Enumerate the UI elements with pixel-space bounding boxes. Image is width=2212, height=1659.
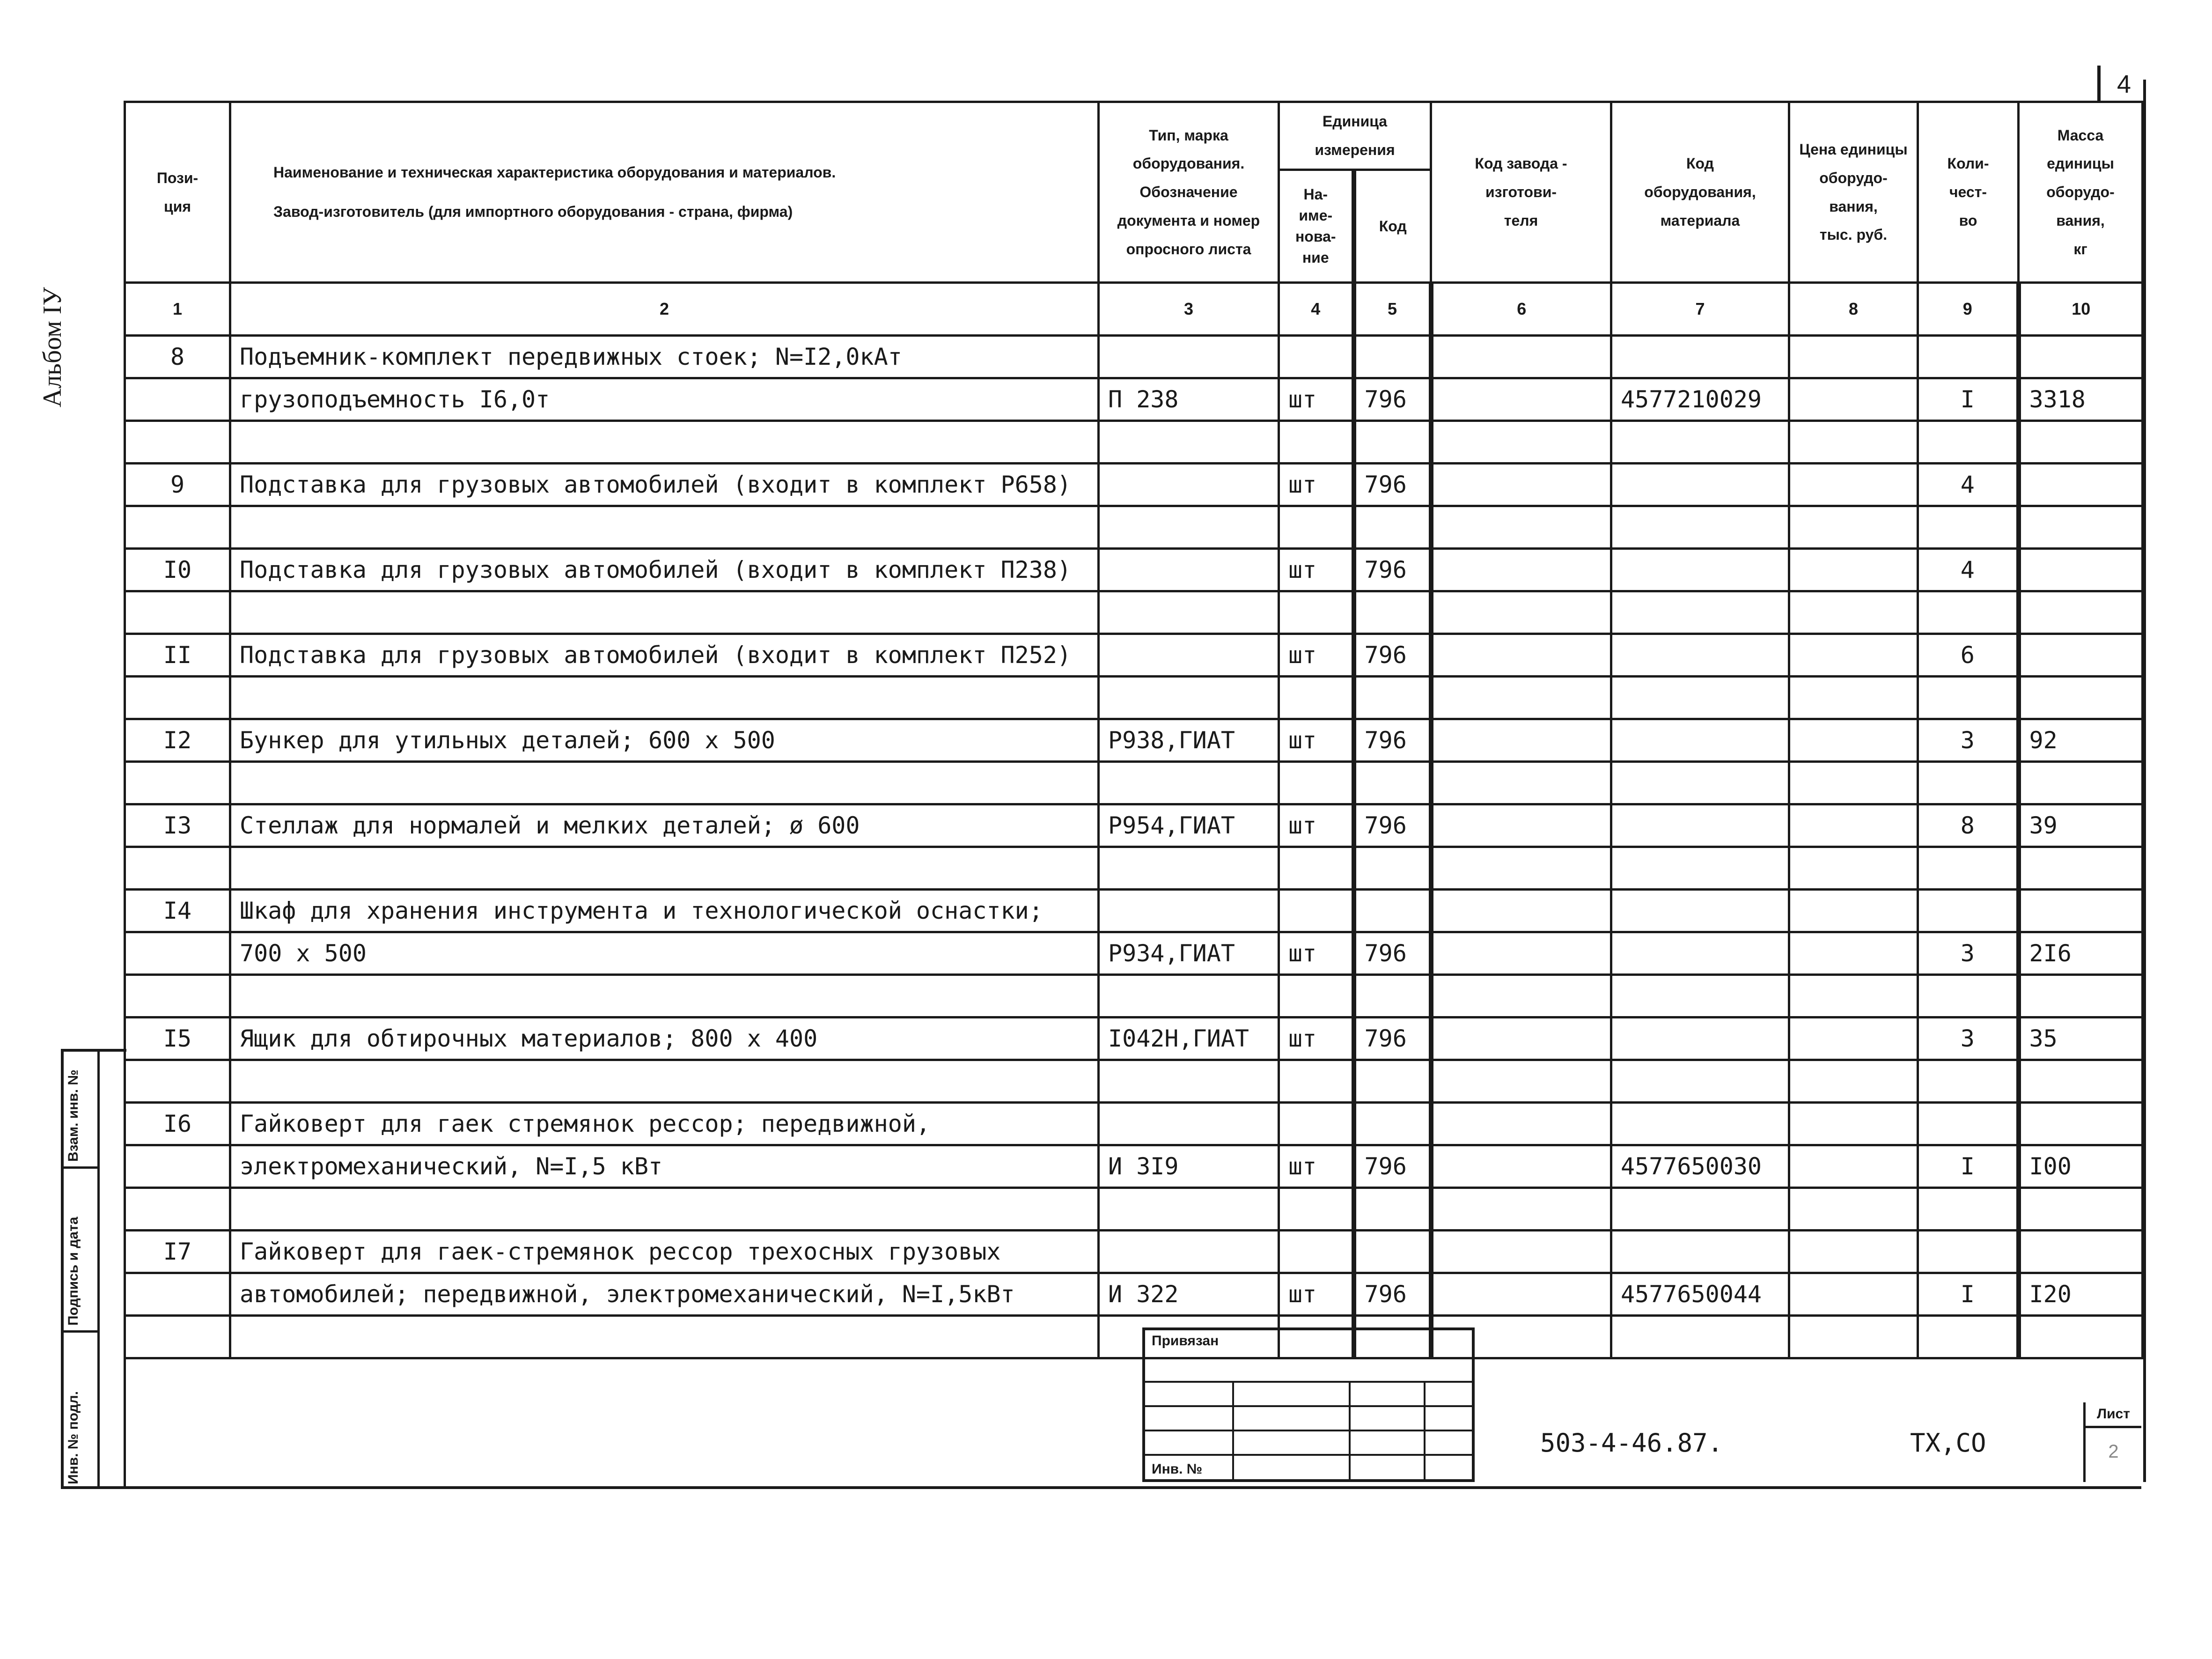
cell-name: электромеханический, N=I,5 кВт	[230, 1145, 1099, 1188]
cell-qty	[1918, 1060, 2019, 1103]
cell-equip	[1611, 1103, 1789, 1145]
cell-price	[1789, 1273, 1918, 1316]
cell-qty	[1918, 506, 2019, 549]
cell-qty: 6	[1918, 634, 2019, 677]
cell-unit	[1279, 506, 1354, 549]
cell-mass	[2019, 847, 2143, 890]
table-row	[125, 1145, 2143, 1188]
cell-factory	[1431, 719, 1611, 762]
header-equipment-code: Код оборудования, материала	[1611, 102, 1789, 283]
table-row	[125, 506, 2143, 549]
cell-unit	[1279, 677, 1354, 719]
cell-unit: шт	[1279, 464, 1354, 506]
side-stamp-label: Взам. инв. №	[66, 1069, 81, 1162]
table-row	[125, 378, 2143, 421]
cell-code	[1354, 506, 1431, 549]
cell-price	[1789, 378, 1918, 421]
cell-equip	[1611, 549, 1789, 591]
cell-qty	[1918, 890, 2019, 932]
cell-unit: шт	[1279, 1273, 1354, 1316]
cell-factory	[1431, 634, 1611, 677]
cell-name: Гайковерт для гаек стремянок рессор; передвижной,	[230, 1103, 1099, 1145]
cell-qty: I	[1918, 1273, 2019, 1316]
cell-equip: 4577210029	[1611, 378, 1789, 421]
sheet-value: 2	[2108, 1441, 2119, 1462]
cell-equip	[1611, 591, 1789, 634]
header-position: Пози- ция	[125, 102, 230, 283]
cell-price	[1789, 762, 1918, 804]
cell-pos	[125, 421, 230, 464]
cell-price	[1789, 464, 1918, 506]
header-unit-code: Код	[1354, 170, 1431, 283]
cell-type	[1099, 847, 1279, 890]
cell-pos: I3	[125, 804, 230, 847]
table-row	[125, 975, 2143, 1018]
cell-pos	[125, 847, 230, 890]
cell-price	[1789, 506, 1918, 549]
cell-factory	[1431, 1145, 1611, 1188]
cell-unit	[1279, 762, 1354, 804]
cell-factory	[1431, 1188, 1611, 1231]
cell-code: 796	[1354, 634, 1431, 677]
album-label: Альбом IУ	[38, 287, 67, 407]
cell-pos	[125, 975, 230, 1018]
cell-price	[1789, 1018, 1918, 1060]
cell-qty	[1918, 421, 2019, 464]
cell-unit	[1279, 336, 1354, 378]
cell-name	[230, 421, 1099, 464]
cell-price	[1789, 1145, 1918, 1188]
cell-qty	[1918, 677, 2019, 719]
cell-code	[1354, 1231, 1431, 1273]
cell-factory	[1431, 932, 1611, 975]
cell-equip	[1611, 1188, 1789, 1231]
cell-name: Шкаф для хранения инструмента и технологической оснастки;	[230, 890, 1099, 932]
cell-price	[1789, 336, 1918, 378]
header-unit: Единица измерения	[1279, 102, 1431, 170]
cell-factory	[1431, 847, 1611, 890]
cell-code: 796	[1354, 1273, 1431, 1316]
cell-qty	[1918, 591, 2019, 634]
cell-mass	[2019, 1231, 2143, 1273]
table-row	[125, 677, 2143, 719]
cell-factory	[1431, 378, 1611, 421]
sheet-label: Лист	[2086, 1402, 2141, 1428]
cell-code	[1354, 975, 1431, 1018]
side-stamp	[61, 1049, 126, 1489]
cell-factory	[1431, 591, 1611, 634]
title-block-stamp	[1142, 1327, 1475, 1482]
table-row	[125, 1103, 2143, 1145]
table-row	[125, 549, 2143, 591]
cell-equip	[1611, 1231, 1789, 1273]
column-number: 8	[1789, 283, 1918, 336]
cell-code: 796	[1354, 1018, 1431, 1060]
cell-price	[1789, 1103, 1918, 1145]
cell-type: П 238	[1099, 378, 1279, 421]
cell-equip	[1611, 847, 1789, 890]
column-number: 7	[1611, 283, 1789, 336]
cell-mass: I20	[2019, 1273, 2143, 1316]
cell-type	[1099, 634, 1279, 677]
table-row	[125, 804, 2143, 847]
cell-name	[230, 762, 1099, 804]
cell-mass: 35	[2019, 1018, 2143, 1060]
cell-equip	[1611, 506, 1789, 549]
cell-price	[1789, 634, 1918, 677]
cell-factory	[1431, 1231, 1611, 1273]
cell-type	[1099, 1188, 1279, 1231]
cell-unit	[1279, 421, 1354, 464]
table-row	[125, 1273, 2143, 1316]
table-row	[125, 847, 2143, 890]
cell-unit: шт	[1279, 634, 1354, 677]
cell-code	[1354, 1103, 1431, 1145]
cell-name: Ящик для обтирочных материалов; 800 х 400	[230, 1018, 1099, 1060]
cell-unit: шт	[1279, 719, 1354, 762]
cell-name	[230, 506, 1099, 549]
cell-type	[1099, 1103, 1279, 1145]
cell-mass	[2019, 1103, 2143, 1145]
column-number: 10	[2019, 283, 2143, 336]
header-quantity: Коли- чест- во	[1918, 102, 2019, 283]
cell-code: 796	[1354, 719, 1431, 762]
table-row	[125, 762, 2143, 804]
header-price: Цена единицы оборудо- вания, тыс. руб.	[1789, 102, 1918, 283]
cell-pos	[125, 1273, 230, 1316]
cell-factory	[1431, 890, 1611, 932]
cell-factory	[1431, 421, 1611, 464]
cell-unit	[1279, 1060, 1354, 1103]
cell-pos	[125, 677, 230, 719]
cell-price	[1789, 1060, 1918, 1103]
table-row	[125, 634, 2143, 677]
cell-equip	[1611, 1060, 1789, 1103]
table-row	[125, 890, 2143, 932]
cell-equip	[1611, 336, 1789, 378]
cell-pos	[125, 506, 230, 549]
table-row	[125, 464, 2143, 506]
cell-equip	[1611, 975, 1789, 1018]
table-row	[125, 1231, 2143, 1273]
cell-type: Р954,ГИАТ	[1099, 804, 1279, 847]
cell-type: И 3I9	[1099, 1145, 1279, 1188]
cell-qty: 3	[1918, 1018, 2019, 1060]
cell-pos: 9	[125, 464, 230, 506]
bottom-frame	[124, 1311, 2141, 1489]
cell-name	[230, 677, 1099, 719]
cell-code	[1354, 890, 1431, 932]
cell-pos	[125, 1145, 230, 1188]
cell-type	[1099, 762, 1279, 804]
cell-factory	[1431, 975, 1611, 1018]
cell-qty: 3	[1918, 719, 2019, 762]
table-row	[125, 421, 2143, 464]
header-unit-name: На- име- нова- ние	[1279, 170, 1354, 283]
cell-name: Бункер для утильных деталей; 600 х 500	[230, 719, 1099, 762]
cell-name: грузоподъемность I6,0т	[230, 378, 1099, 421]
cell-type	[1099, 421, 1279, 464]
side-stamp-cell	[64, 1052, 97, 1169]
cell-factory	[1431, 677, 1611, 719]
column-number: 4	[1279, 283, 1354, 336]
cell-equip: 4577650030	[1611, 1145, 1789, 1188]
cell-type	[1099, 464, 1279, 506]
cell-type	[1099, 549, 1279, 591]
cell-factory	[1431, 506, 1611, 549]
cell-name: автомобилей; передвижной, электромеханический, N=I,5кВт	[230, 1273, 1099, 1316]
cell-price	[1789, 421, 1918, 464]
cell-code	[1354, 677, 1431, 719]
cell-pos: I0	[125, 549, 230, 591]
cell-price	[1789, 719, 1918, 762]
cell-code: 796	[1354, 804, 1431, 847]
cell-factory	[1431, 464, 1611, 506]
cell-code	[1354, 1060, 1431, 1103]
sheet-number: 4	[2097, 66, 2147, 103]
cell-price	[1789, 932, 1918, 975]
cell-mass	[2019, 549, 2143, 591]
cell-pos	[125, 762, 230, 804]
document-type: ТХ,СО	[1910, 1428, 1986, 1458]
cell-price	[1789, 975, 1918, 1018]
column-number: 3	[1099, 283, 1279, 336]
cell-equip	[1611, 932, 1789, 975]
cell-price	[1789, 847, 1918, 890]
cell-unit	[1279, 1231, 1354, 1273]
cell-factory	[1431, 1060, 1611, 1103]
cell-unit	[1279, 847, 1354, 890]
table-row	[125, 336, 2143, 378]
cell-mass	[2019, 677, 2143, 719]
cell-pos: I5	[125, 1018, 230, 1060]
cell-qty	[1918, 975, 2019, 1018]
cell-code	[1354, 591, 1431, 634]
column-number: 2	[230, 283, 1099, 336]
cell-price	[1789, 1188, 1918, 1231]
cell-mass	[2019, 890, 2143, 932]
cell-type	[1099, 975, 1279, 1018]
cell-equip	[1611, 1018, 1789, 1060]
cell-mass: 2I6	[2019, 932, 2143, 975]
cell-unit	[1279, 591, 1354, 634]
cell-mass	[2019, 506, 2143, 549]
cell-equip	[1611, 634, 1789, 677]
cell-factory	[1431, 336, 1611, 378]
cell-type	[1099, 1060, 1279, 1103]
cell-mass	[2019, 336, 2143, 378]
cell-equip	[1611, 421, 1789, 464]
cell-price	[1789, 890, 1918, 932]
cell-factory	[1431, 1103, 1611, 1145]
cell-unit	[1279, 1103, 1354, 1145]
cell-type	[1099, 890, 1279, 932]
cell-price	[1789, 549, 1918, 591]
header-mass: Масса единицы оборудо- вания, кг	[2019, 102, 2143, 283]
cell-pos	[125, 378, 230, 421]
cell-equip	[1611, 890, 1789, 932]
column-number: 1	[125, 283, 230, 336]
cell-type: Р934,ГИАТ	[1099, 932, 1279, 975]
cell-equip	[1611, 464, 1789, 506]
cell-code	[1354, 1188, 1431, 1231]
cell-name	[230, 1188, 1099, 1231]
cell-factory	[1431, 762, 1611, 804]
cell-code	[1354, 336, 1431, 378]
cell-pos: I6	[125, 1103, 230, 1145]
cell-qty	[1918, 1188, 2019, 1231]
cell-qty	[1918, 847, 2019, 890]
cell-code	[1354, 762, 1431, 804]
cell-mass	[2019, 421, 2143, 464]
cell-factory	[1431, 804, 1611, 847]
cell-name: Подставка для грузовых автомобилей (входит в комплект Р658)	[230, 464, 1099, 506]
cell-qty: I	[1918, 378, 2019, 421]
cell-pos: I2	[125, 719, 230, 762]
document-code: 503-4-46.87.	[1540, 1428, 1723, 1458]
table-row	[125, 1018, 2143, 1060]
cell-type	[1099, 336, 1279, 378]
cell-unit	[1279, 890, 1354, 932]
sheet-box	[2083, 1402, 2141, 1482]
cell-mass: 3318	[2019, 378, 2143, 421]
header-factory-code: Код завода - изготови- теля	[1431, 102, 1611, 283]
table-row	[125, 719, 2143, 762]
cell-code	[1354, 421, 1431, 464]
cell-name	[230, 847, 1099, 890]
cell-qty: 4	[1918, 549, 2019, 591]
cell-mass	[2019, 975, 2143, 1018]
cell-mass: 92	[2019, 719, 2143, 762]
cell-unit: шт	[1279, 932, 1354, 975]
cell-price	[1789, 804, 1918, 847]
cell-code: 796	[1354, 464, 1431, 506]
cell-name	[230, 591, 1099, 634]
column-number: 6	[1431, 283, 1611, 336]
cell-factory	[1431, 1018, 1611, 1060]
cell-unit: шт	[1279, 1145, 1354, 1188]
side-stamp-cell	[64, 1333, 97, 1489]
column-number: 5	[1354, 283, 1431, 336]
cell-type	[1099, 506, 1279, 549]
cell-unit: шт	[1279, 1018, 1354, 1060]
cell-qty: I	[1918, 1145, 2019, 1188]
cell-code: 796	[1354, 378, 1431, 421]
cell-mass: I00	[2019, 1145, 2143, 1188]
cell-mass	[2019, 591, 2143, 634]
cell-name: Подставка для грузовых автомобилей (входит в комплект П252)	[230, 634, 1099, 677]
cell-factory	[1431, 1273, 1611, 1316]
cell-code	[1354, 847, 1431, 890]
side-stamp-label: Инв. № подл.	[66, 1391, 81, 1484]
cell-name: Подъемник-комплект передвижных стоек; N=I2,0кАт	[230, 336, 1099, 378]
cell-unit: шт	[1279, 378, 1354, 421]
cell-code: 796	[1354, 1145, 1431, 1188]
cell-mass	[2019, 762, 2143, 804]
stamp-bound-label: Привязан	[1152, 1333, 1219, 1349]
cell-code: 796	[1354, 932, 1431, 975]
cell-equip: 4577650044	[1611, 1273, 1789, 1316]
table-row	[125, 591, 2143, 634]
cell-pos	[125, 932, 230, 975]
cell-code: 796	[1354, 549, 1431, 591]
cell-mass: 39	[2019, 804, 2143, 847]
cell-type: I042Н,ГИАТ	[1099, 1018, 1279, 1060]
cell-pos	[125, 1188, 230, 1231]
column-number: 9	[1918, 283, 2019, 336]
cell-pos: 8	[125, 336, 230, 378]
frame-right-edge	[2143, 80, 2146, 1482]
cell-unit	[1279, 1188, 1354, 1231]
cell-equip	[1611, 804, 1789, 847]
cell-equip	[1611, 719, 1789, 762]
table-row	[125, 1060, 2143, 1103]
cell-unit: шт	[1279, 549, 1354, 591]
cell-qty: 8	[1918, 804, 2019, 847]
cell-pos	[125, 591, 230, 634]
cell-type	[1099, 1231, 1279, 1273]
header-type: Тип, марка оборудования. Обозначение документа и номер опросного листа	[1099, 102, 1279, 283]
cell-qty	[1918, 1231, 2019, 1273]
specification-table	[124, 101, 2144, 1359]
cell-qty: 4	[1918, 464, 2019, 506]
cell-price	[1789, 1231, 1918, 1273]
cell-pos: II	[125, 634, 230, 677]
header-name: Наименование и техническая характеристика оборудования и материалов. Завод-изготовитель (для импортного оборудования - страна, фирма)	[230, 102, 1099, 283]
cell-equip	[1611, 677, 1789, 719]
cell-name: Подставка для грузовых автомобилей (входит в комплект П238)	[230, 549, 1099, 591]
cell-price	[1789, 677, 1918, 719]
cell-mass	[2019, 1188, 2143, 1231]
cell-unit: шт	[1279, 804, 1354, 847]
cell-mass	[2019, 634, 2143, 677]
cell-qty: 3	[1918, 932, 2019, 975]
side-stamp-label: Подпись и дата	[66, 1217, 81, 1326]
cell-price	[1789, 591, 1918, 634]
cell-qty	[1918, 336, 2019, 378]
cell-type: И 322	[1099, 1273, 1279, 1316]
cell-type: Р938,ГИАТ	[1099, 719, 1279, 762]
cell-equip	[1611, 762, 1789, 804]
cell-pos	[125, 1060, 230, 1103]
cell-factory	[1431, 549, 1611, 591]
cell-name	[230, 975, 1099, 1018]
cell-name: Стеллаж для нормалей и мелких деталей; ø 600	[230, 804, 1099, 847]
cell-qty	[1918, 762, 2019, 804]
cell-type	[1099, 677, 1279, 719]
side-stamp-cell	[64, 1169, 97, 1333]
cell-name: 700 х 500	[230, 932, 1099, 975]
cell-name: Гайковерт для гаек-стремянок рессор трехосных грузовых	[230, 1231, 1099, 1273]
table-row	[125, 1188, 2143, 1231]
cell-name	[230, 1060, 1099, 1103]
cell-mass	[2019, 464, 2143, 506]
table-row	[125, 932, 2143, 975]
cell-pos: I7	[125, 1231, 230, 1273]
cell-type	[1099, 591, 1279, 634]
cell-unit	[1279, 975, 1354, 1018]
cell-qty	[1918, 1103, 2019, 1145]
cell-pos: I4	[125, 890, 230, 932]
cell-mass	[2019, 1060, 2143, 1103]
stamp-inv-label: Инв. №	[1152, 1461, 1203, 1477]
